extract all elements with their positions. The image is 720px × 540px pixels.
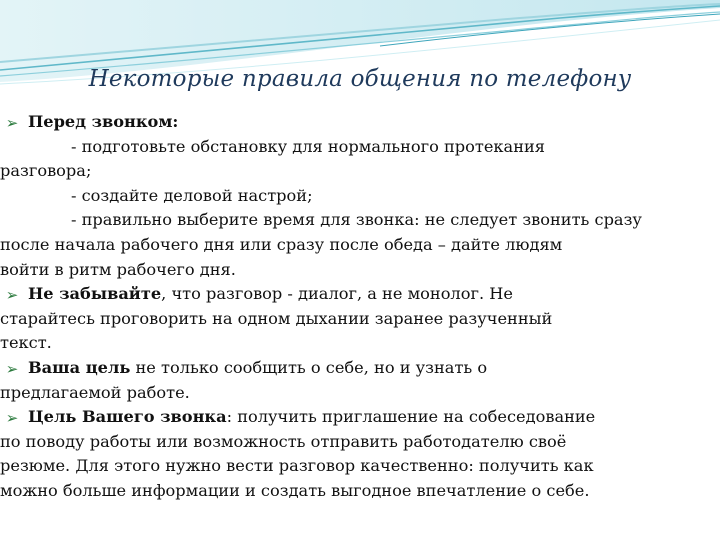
call-goal-line-1: : получить приглашение на собеседование xyxy=(226,407,596,427)
dont-forget-line-3: текст. xyxy=(0,333,52,353)
rules-content xyxy=(0,110,682,504)
call-goal-line-4: можно больше информации и создать выгодное впечатление о себе. xyxy=(0,480,590,500)
bullet-dont-forget xyxy=(0,282,682,307)
call-goal-line-2: по поводу работы или возможность отправить работодателю своё xyxy=(0,431,567,451)
call-goal-line-3: резюме. Для этого нужно вести разговор качественно: получить как xyxy=(0,456,594,476)
arrow-bullet-icon: ➢ xyxy=(5,286,19,305)
bullet-your-goal xyxy=(0,356,682,381)
your-goal-line-2: предлагаемой работе. xyxy=(0,382,190,402)
before-call-item-1-line-2: разговора; xyxy=(0,161,92,181)
your-goal-bold: Ваша цель xyxy=(28,357,131,377)
dont-forget-line-2: старайтесь проговорить на одном дыхании заранее разученный xyxy=(0,308,553,328)
dont-forget-bold: Не забывайте xyxy=(28,284,162,304)
call-goal-bold: Цель Вашего звонка xyxy=(28,407,227,427)
arrow-bullet-icon: ➢ xyxy=(5,114,19,132)
your-goal-line-1: не только сообщить о себе, но и узнать о xyxy=(130,357,488,377)
page-title: Некоторые правила общения по телефону xyxy=(88,66,632,92)
before-call-item-1-line-1: - подготовьте обстановку для нормального протекания xyxy=(71,136,545,156)
before-call-item-3-line-2: после начала рабочего дня или сразу после обеда – дайте людям xyxy=(0,234,563,254)
before-call-item-2: - создайте деловой настрой; xyxy=(71,185,313,205)
arrow-bullet-icon: ➢ xyxy=(5,359,19,378)
before-call-item-3-line-1: - правильно выберите время для звонка: не следует звонить сразу xyxy=(71,210,642,230)
before-call-heading: Перед звонком: xyxy=(28,112,179,131)
bullet-before-call xyxy=(0,110,682,135)
bullet-call-goal xyxy=(0,405,682,430)
before-call-item-3-line-3: войти в ритм рабочего дня. xyxy=(0,259,236,279)
arrow-bullet-icon: ➢ xyxy=(5,409,19,428)
dont-forget-line-1: , что разговор - диалог, а не монолог. Не xyxy=(161,284,513,304)
